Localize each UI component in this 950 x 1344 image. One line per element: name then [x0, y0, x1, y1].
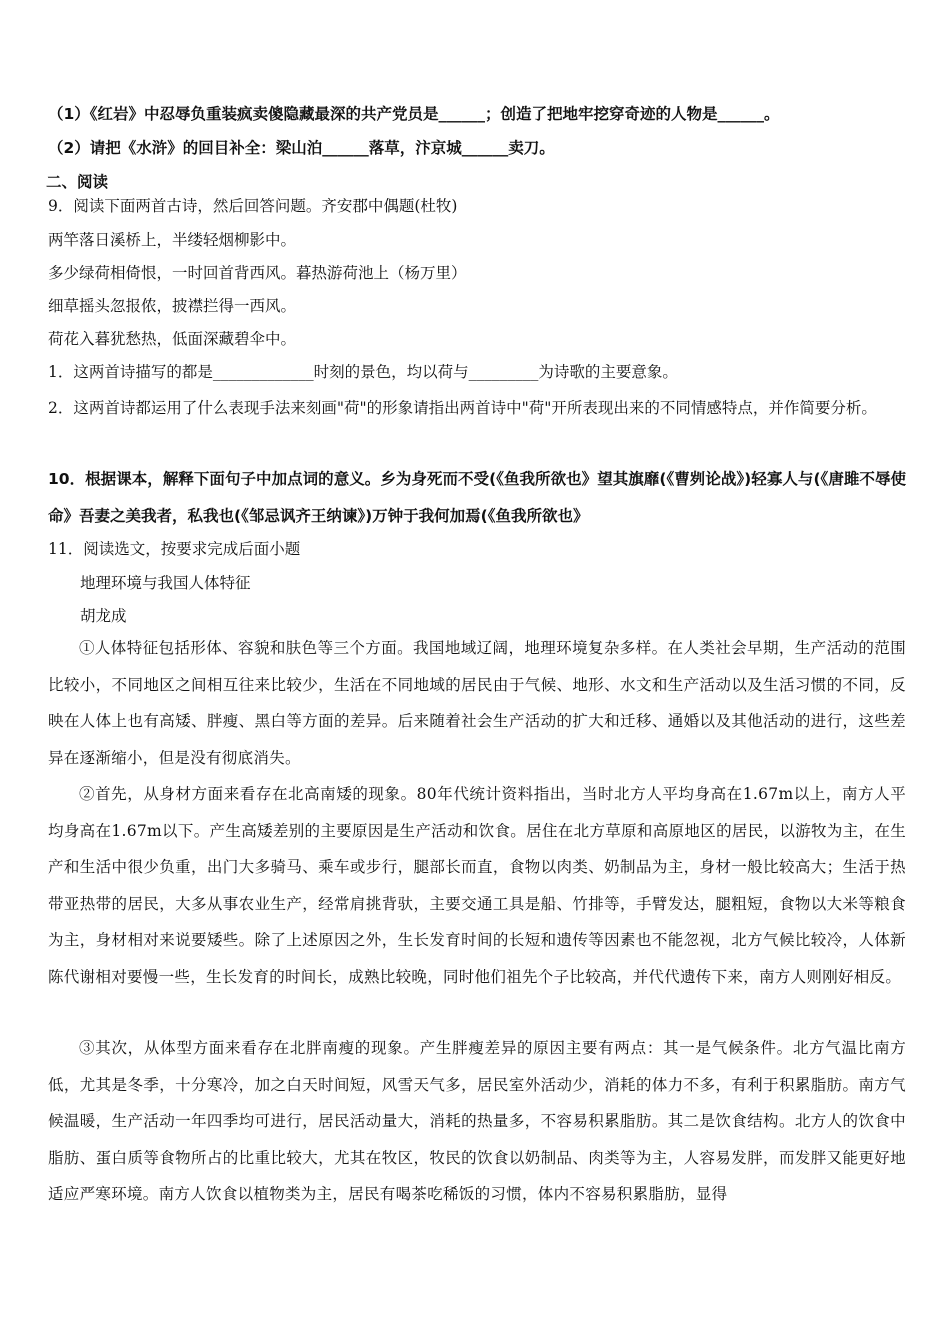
- article-paragraph-3: ③其次，从体型方面来看存在北胖南瘦的现象。产生胖瘦差异的原因主要有两点：其一是气候条件。北方气温比南方低，尤其是冬季，十分寒冷，加之白天时间短，风雪天气多，居民室外活动少，消耗的体力不多，有利于积累脂肪。南方气候温暖，生产活动一年四季均可进行，居民活动量大，消耗的热量多，不容易积累脂肪。其二是饮食结构。北方人的饮食中脂肪、蛋白质等食物所占的比重比较大，尤其在牧区，牧民的饮食以奶制品、肉类等为主，人容易发胖，而发胖又能更好地适应严寒环境。南方人饮食以植物类为主，居民有喝茶吃稀饭的习惯，体内不容易积累脂肪，显得: [48, 1039, 906, 1203]
- question-1: （1）《红岩》中忍辱负重装疯卖傻隐藏最深的共产党员是______；创造了把地牢挖穿奇迹的人物是______。: [48, 105, 780, 123]
- poem-line-4: 荷花入暮犹愁热，低面深藏碧伞中。: [48, 330, 297, 348]
- article-paragraph-1: ①人体特征包括形体、容貌和肤色等三个方面。我国地域辽阔，地理环境复杂多样。在人类社会早期，生产活动的范围比较小，不同地区之间相互往来比较少，生活在不同地域的居民由于气候、地形、水文和生产活动以及生活习惯的不同，反映在人体上也有高矮、胖瘦、黑白等方面的差异。后来随着社会生产活动的扩大和迁移、通婚以及其他活动的进行，这些差异在逐渐缩小，但是没有彻底消失。: [48, 639, 906, 767]
- poem-line-1: 两竿落日溪桥上，半缕轻烟柳影中。: [48, 231, 297, 249]
- question-2: （2）请把《水浒》的回目补全：梁山泊______落草，汴京城______卖刀。: [48, 139, 555, 157]
- poem-line-3: 细草摇头忽报侬，披襟拦得一西风。: [48, 297, 297, 315]
- article-paragraph-2: ②首先，从身材方面来看存在北高南矮的现象。80年代统计资料指出，当时北方人平均身高在1.67m以上，南方人平均身高在1.67m以下。产生高矮差别的主要原因是生产活动和饮食。居住在北方草原和高原地区的居民，以游牧为主，在生产和生活中很少负重，出门大多骑马、乘车或步行，腿部长而直，食物以肉类、奶制品为主，身材一般比较高大；生活于热带亚热带的居民，大多从事农业生产，经常肩挑背驮，主要交通工具是船、竹排等，手臂发达，腿粗短，食物以大米等粮食为主，身材相对来说要矮些。除了上述原因之外，生长发育时间的长短和遗传等因素也不能忽视，北方气候比较冷，人体新陈代谢相对要慢一些，生长发育的时间长，成熟比较晚，同时他们祖先个子比较高，并代代遗传下来，南方人则刚好相反。: [48, 785, 906, 986]
- question-9-2: 2．这两首诗都运用了什么表现手法来刻画"荷"的形象请指出两首诗中"荷"开所表现出来的不同情感特点，并作简要分析。: [48, 399, 877, 417]
- section-heading: 二、阅读: [46, 173, 109, 191]
- article-author: 胡龙成: [80, 607, 127, 625]
- question-11: 11．阅读选文，按要求完成后面小题: [48, 540, 301, 558]
- question-10: 10．根据课本，解释下面句子中加点词的意义。乡为身死而不受(《鱼我所欲也》望其旗靡(《曹刿论战》)轻寡人与(《唐雎不辱使命》吾妻之美我者，私我也(《邹忌讽齐王纳谏》)万钟于我何加焉(《鱼我所欲也》: [48, 470, 906, 525]
- question-9-intro: 9．阅读下面两首古诗，然后回答问题。齐安郡中偶题(杜牧): [48, 197, 458, 215]
- poem-line-2: 多少绿荷相倚恨，一时回首背西风。暮热游荷池上（杨万里）: [48, 264, 467, 282]
- question-9-1: 1．这两首诗描写的都是_____________时刻的景色，均以荷与_________为诗歌的主要意象。: [48, 363, 678, 381]
- article-title: 地理环境与我国人体特征: [80, 574, 251, 592]
